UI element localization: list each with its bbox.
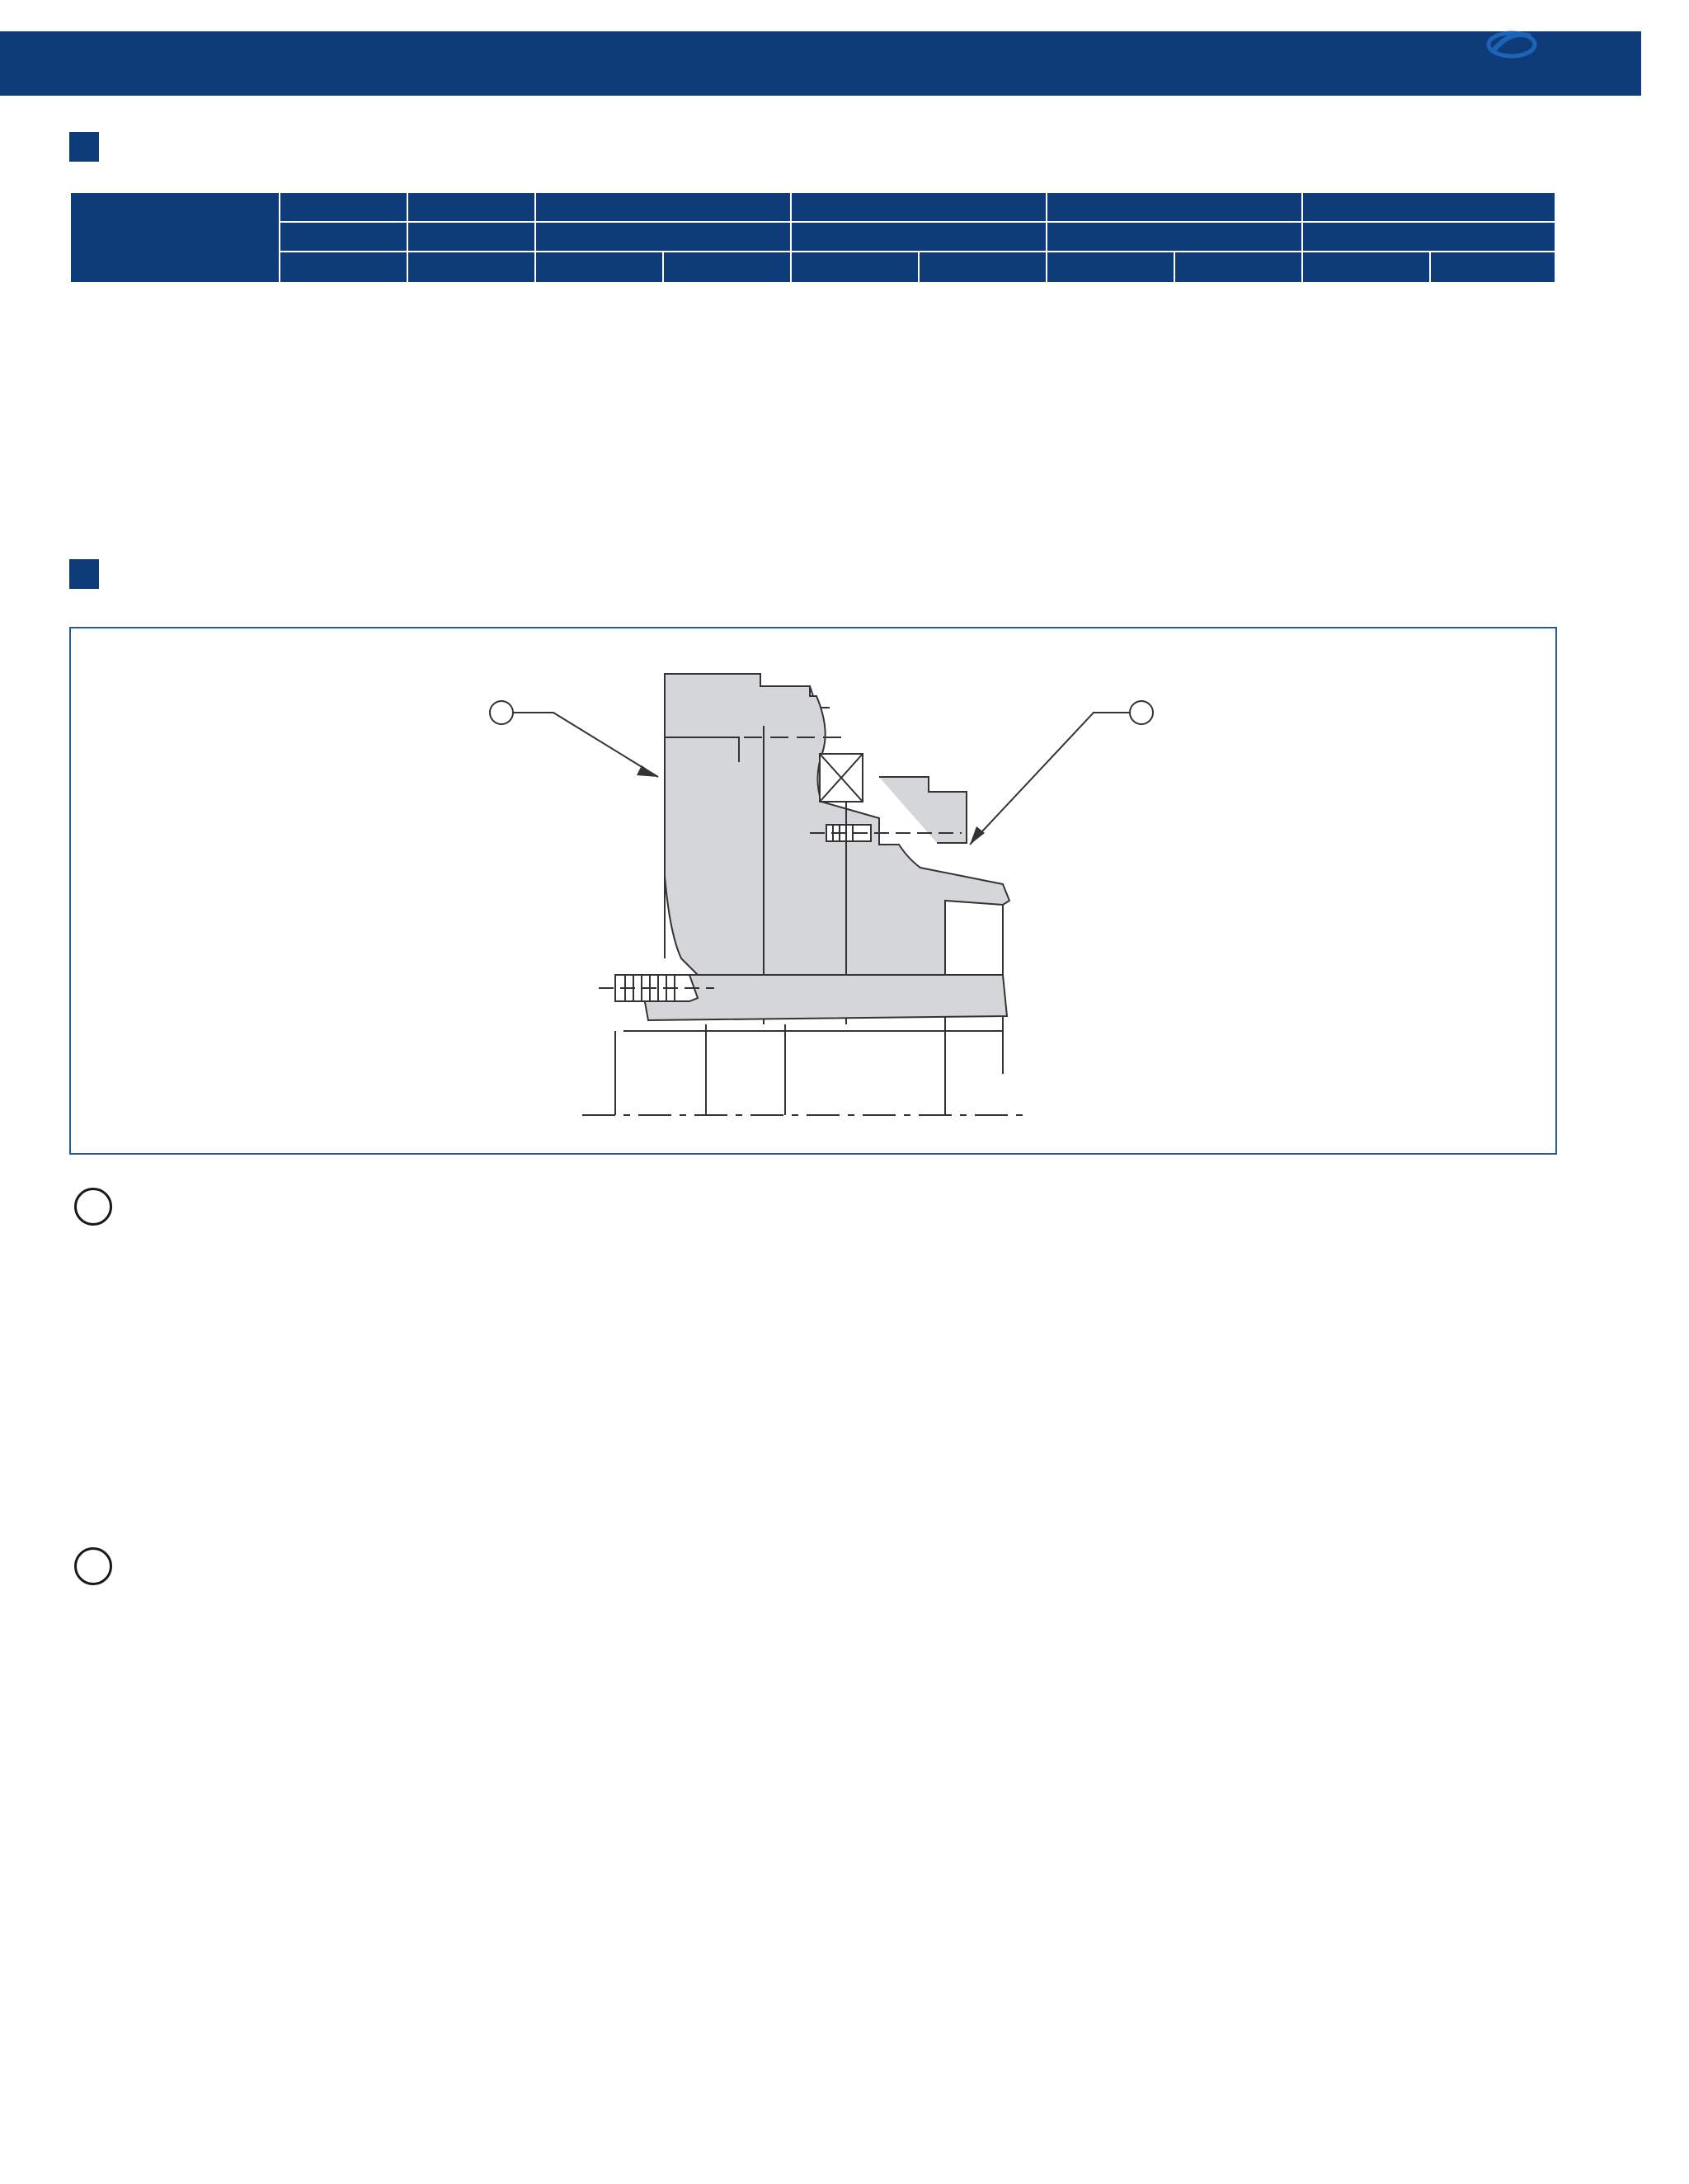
callout-a-icon: [490, 701, 513, 724]
hdr-Km: [1302, 222, 1555, 252]
hdr-Mc: [1047, 222, 1302, 252]
electromate-logo: [1376, 21, 1656, 66]
hdr-moment-load: [1047, 192, 1302, 222]
hdr-offset: [407, 192, 535, 222]
unit-k-2: [1430, 252, 1555, 283]
section-square-icon: [69, 132, 99, 162]
hdr-R: [407, 222, 535, 252]
unit-m-1: [280, 252, 407, 283]
hdr-stiffness: [1302, 192, 1555, 222]
hdr-C: [535, 222, 791, 252]
bearing-cross-section-drawing: [71, 628, 1555, 1153]
hdr-Co: [791, 222, 1047, 252]
section-title-installation: [69, 559, 124, 589]
unit-lb-1: [663, 252, 791, 283]
unit-k-1: [1302, 252, 1430, 283]
unit-n-1: [535, 252, 663, 283]
hdr-pitch-circle: [280, 192, 407, 222]
table3-title: [69, 1547, 112, 1585]
unit-n-2: [791, 252, 919, 283]
table2-title: [69, 1188, 112, 1226]
table2-marker-a: [74, 1188, 112, 1226]
callout-b-icon: [1130, 701, 1153, 724]
installation-figure: [69, 627, 1557, 1155]
unit-lb-2: [919, 252, 1047, 283]
hdr-size: [70, 192, 280, 283]
unit-nm: [1047, 252, 1174, 283]
unit-m-2: [407, 252, 535, 283]
hdr-static: [791, 192, 1047, 222]
spec-table: [69, 191, 1556, 284]
hdr-dynamic: [535, 192, 791, 222]
table3-marker-b: [74, 1547, 112, 1585]
section-title-spec: [69, 132, 124, 162]
electromate-swoosh-icon: [1486, 28, 1537, 61]
section-square-icon: [69, 559, 99, 589]
hdr-dp: [280, 222, 407, 252]
brand-row: [1376, 23, 1656, 66]
unit-lbin: [1174, 252, 1302, 283]
